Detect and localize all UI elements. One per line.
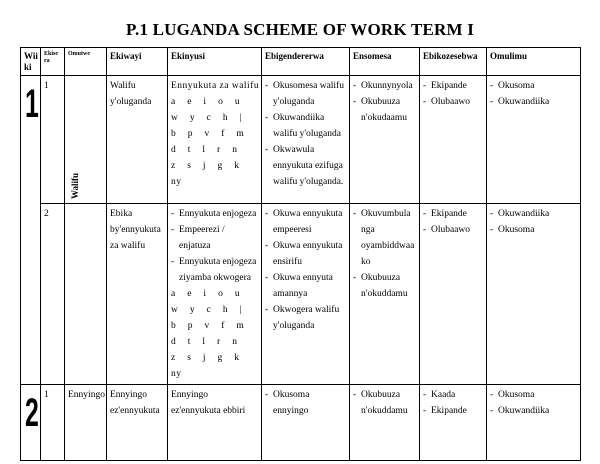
list-item: - Okuwandiika — [490, 94, 577, 110]
list-item: - Kaada — [423, 387, 483, 403]
list-item: - Okusoma — [490, 222, 577, 238]
subtopic-cell: Ennyingo ez'ennyukuta — [107, 385, 168, 461]
list-item: - Okwawula ennyukuta ezifuga walifu y'oluganda. — [265, 142, 346, 190]
topic-cell — [65, 76, 107, 204]
letters-line: a e i o u — [171, 97, 241, 107]
scheme-of-work-table — [20, 47, 581, 461]
objectives-cell — [262, 385, 350, 461]
letters-line: b p v f m — [171, 321, 245, 331]
week-number-cell — [21, 76, 41, 385]
methods-cell — [350, 204, 420, 385]
list-item: - Okwogera walifu y'oluganda — [265, 302, 346, 334]
header-omutwe: Omutwe — [65, 48, 107, 76]
activities-cell — [487, 385, 581, 461]
list-item: - Ekipande — [423, 403, 483, 419]
list-item: - Ekipande — [423, 78, 483, 94]
list-item: - Okusomesa walifu y'oluganda — [265, 78, 346, 110]
header-ekiwayi: Ekiwayi — [107, 48, 168, 76]
content-cell — [168, 76, 262, 204]
letters-line: ny — [171, 369, 182, 379]
materials-cell — [420, 204, 487, 385]
list-item: - Olubaawo — [423, 222, 483, 238]
week-number-cell — [21, 385, 41, 461]
content-intro: Ennyukuta za walifu — [171, 81, 260, 91]
activities-cell — [487, 204, 581, 385]
methods-cell — [350, 76, 420, 204]
subtopic-cell: Walifu y'oluganda — [107, 76, 168, 204]
header-ekiseera: Ekise ra — [41, 48, 65, 76]
letters-line: w y c h | — [171, 113, 242, 123]
list-item: - Okuwandiika — [490, 403, 577, 419]
table-row — [21, 385, 581, 461]
topic-label: Walifu — [70, 172, 80, 199]
list-item: - Okuwa ennyukuta ensirifu — [265, 238, 346, 270]
letters-line: b p v f m — [171, 129, 245, 139]
header-ebikozesebwa: Ebikozesebwa — [420, 48, 487, 76]
objectives-cell — [262, 204, 350, 385]
list-item: - Okunnynyola — [353, 78, 416, 94]
list-item: - Ekipande — [423, 206, 483, 222]
header-wiiki: Wii ki — [21, 48, 41, 76]
header-row — [21, 48, 581, 76]
letters-line: z s j g k — [171, 161, 240, 171]
list-item: - Ennyukuta enjogeza ziyamba okwogera — [171, 254, 258, 286]
header-ensomesa: Ensomesa — [350, 48, 420, 76]
letters-line: w y c h | — [171, 305, 242, 315]
letters-line: a e i o u — [171, 289, 241, 299]
letters-line: z s j g k — [171, 353, 240, 363]
header-ekinyusi: Ekinyusi — [168, 48, 262, 76]
list-item: - Okusoma — [490, 387, 577, 403]
list-item: - Empeerezi / enjatuza — [171, 222, 258, 254]
topic-cell: Ennyingo — [65, 385, 107, 461]
period-cell: 2 — [41, 204, 65, 385]
list-item: - Okuwandiika walifu y'oluganda — [265, 110, 346, 142]
list-item: - Olubaawo — [423, 94, 483, 110]
header-omulimu: Omulimu — [487, 48, 581, 76]
content-cell — [168, 204, 262, 385]
week-number: 2 — [25, 391, 39, 435]
letters-line: d t l r n — [171, 145, 238, 155]
document-title: P.1 LUGANDA SCHEME OF WORK TERM I — [125, 20, 475, 39]
materials-cell — [420, 385, 487, 461]
list-item: - Okuwa ennyuta amannya — [265, 270, 346, 302]
letters-line: ny — [171, 177, 182, 187]
list-item: - Okuvumbula nga oyambiddwaa ko — [353, 206, 416, 270]
objectives-cell — [262, 76, 350, 204]
list-item: - Okusoma ennyingo — [265, 387, 346, 419]
week-number: 1 — [25, 82, 39, 126]
period-cell: 1 — [41, 76, 65, 204]
list-item: - Okubuuza n'okuddamu — [353, 270, 416, 302]
header-ebigenderrerwa: Ebigendererwa — [262, 48, 350, 76]
list-item: - Okuwa ennyukuta empeeresi — [265, 206, 346, 238]
subtopic-cell: Ebika by'ennyukuta za walifu — [107, 204, 168, 385]
content-cell: Ennyingo ez'ennyukuta ebbiri — [168, 385, 262, 461]
materials-cell — [420, 76, 487, 204]
table-row — [21, 204, 581, 385]
topic-cell — [65, 204, 107, 385]
list-item: - Ennyukuta enjogeza — [171, 206, 258, 222]
list-item: - Okusoma — [490, 78, 577, 94]
list-item: - Okubuuza n'okuddamu — [353, 387, 416, 419]
activities-cell — [487, 76, 581, 204]
table-row — [21, 76, 581, 204]
list-item: - Okubuuza n'okudaamu — [353, 94, 416, 126]
letters-line: d t l r n — [171, 337, 238, 347]
period-cell: 1 — [41, 385, 65, 461]
list-item: - Okuwandiika — [490, 206, 577, 222]
methods-cell — [350, 385, 420, 461]
